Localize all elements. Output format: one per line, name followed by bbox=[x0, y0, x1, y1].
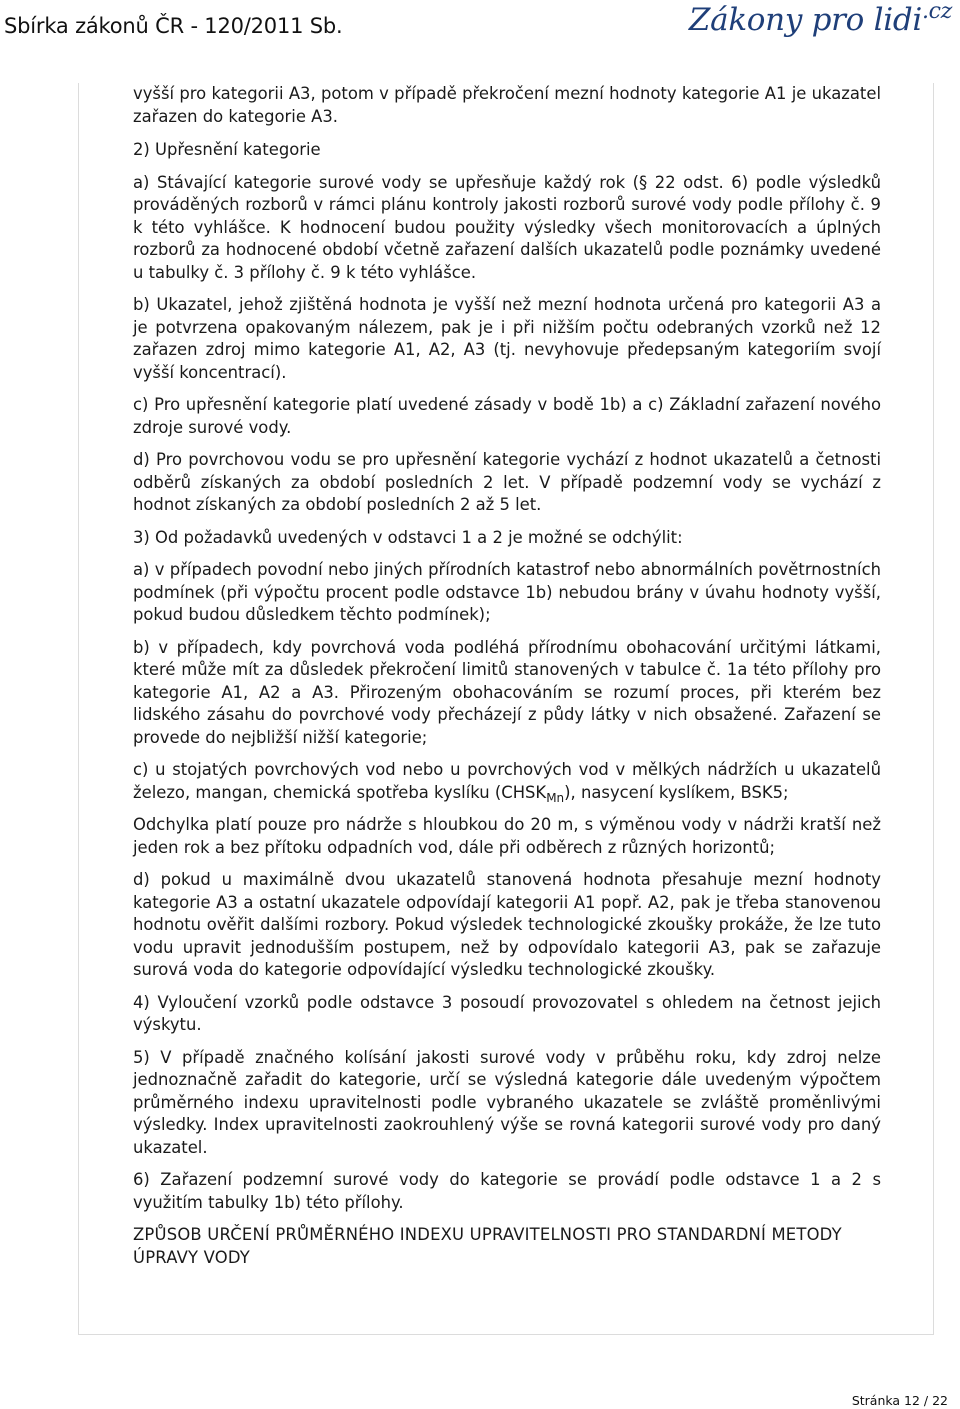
paragraph-3c bbox=[133, 759, 881, 804]
paragraph-3a: a) v případech povodní nebo jiných přírodních katastrof nebo abnormálních povětrnostních podmínek (při výpočtu procent podle odstavce 1b) nebudou brány v úvahu hodnoty vyšší, pokud budou důsledkem těchto podmínek); bbox=[133, 560, 881, 624]
site-logo-text: Zákony pro lidi bbox=[688, 2, 922, 38]
document-title: Sbírka zákonů ČR - 120/2011 Sb. bbox=[4, 14, 343, 38]
paragraph-5: 5) V případě značného kolísání jakosti surové vody v průběhu roku, kdy zdroj nelze jednoznačně zařadit do kategorie, určí se výsledná kategorie dále uvedeným výpočtem průměrného indexu upravitelnosti podle vybraného ukazatele se zvláště proměnlivými výsledky. Index upravitelnosti zaokrouhlený výše se rovná kategorii surové vody pro daný ukazatel. bbox=[133, 1047, 881, 1157]
paragraph-6: 6) Zařazení podzemní surové vody do kategorie se provádí podle odstavce 1 a 2 s využitím tabulky 1b) této přílohy. bbox=[133, 1170, 881, 1212]
paragraph-3b: b) v případech, kdy povrchová voda podléhá přírodnímu obohacování určitými látkami, které může mít za důsledek překročení limitů stanovených v tabulce č. 1a této přílohy pro kategorie A1, A2 a A3. Přirozeným obohacováním se rozumí proces, při kterém bez lidského zásahu do povrchové vody přecházejí z půdy látky v nich obsažené. Zařazení se provede do nejbližší nižší kategorie; bbox=[133, 637, 881, 747]
section-heading-2: 2) Upřesnění kategorie bbox=[133, 140, 321, 159]
section-heading-index: ZPŮSOB URČENÍ PRŮMĚRNÉHO INDEXU UPRAVITELNOSTI PRO STANDARDNÍ METODY ÚPRAVY VODY bbox=[133, 1225, 842, 1267]
paragraph-2a: a) Stávající kategorie surové vody se upřesňuje každý rok (§ 22 odst. 6) podle výsledků prováděných rozborů v rámci plánu kontroly jakosti rozborů surové vody podle přílohy č. 9 k této vyhlášce. K hodnocení budou použity výsledky všech monitorovacích a úplných rozborů za hodnocené období včetně zařazení dalších ukazatelů podle poznámky uvedené u tabulky č. 3 přílohy č. 9 k této vyhlášce. bbox=[133, 172, 881, 282]
document-content-frame bbox=[78, 83, 934, 1335]
site-logo[interactable] bbox=[689, 2, 952, 38]
page-number: Stránka 12 / 22 bbox=[851, 1393, 948, 1408]
paragraph-2c: c) Pro upřesnění kategorie platí uvedené zásady v bodě 1b) a c) Základní zařazení nového zdroje surové vody. bbox=[133, 395, 881, 437]
paragraph-2d: d) Pro povrchovou vodu se pro upřesnění kategorie vychází z hodnot ukazatelů a četnosti odběrů získaných za období posledních 2 let. V případě podzemní vody se vychází z hodnot získaných za období posledních 2 až 5 let. bbox=[133, 450, 881, 514]
site-logo-suffix: .cz bbox=[921, 0, 952, 24]
paragraph-odchylka: Odchylka platí pouze pro nádrže s hloubkou do 20 m, s výměnou vody v nádrži kratší než jeden rok a bez přítoku odpadních vod, dále při odběrech z různých horizontů; bbox=[133, 815, 881, 857]
document-body bbox=[133, 83, 881, 1279]
paragraph-2b: b) Ukazatel, jehož zjištěná hodnota je vyšší než mezní hodnota určená pro kategorii A3 a je potvrzena opakovaným nálezem, pak je i při nižším počtu odebraných vzorků než 12 zařazen zdroj mimo kategorie A1, A2, A3 (tj. nevyhovuje předepsaným kategoriím svojí vyšší koncentrací). bbox=[133, 295, 881, 382]
section-heading-3: 3) Od požadavků uvedených v odstavci 1 a 2 je možné se odchýlit: bbox=[133, 527, 683, 547]
paragraph-3c-text: c) u stojatých povrchových vod nebo u povrchových vod v mělkých nádržích u ukazatelů železo, mangan, chemická spotřeba kyslíku (CHSK bbox=[133, 760, 881, 802]
subscript-mn: Mn bbox=[546, 790, 565, 805]
paragraph-3d: d) pokud u maximálně dvou ukazatelů stanovená hodnota přesahuje mezní hodnoty kategorie A3 a ostatní ukazatele odpovídají kategorii A1 popř. A2, pak je třeba stanovenou hodnotu ověřit dalšími rozbory. Pokud výsledek technologické zkoušky prokáže, že lze tuto vodu upravit jednodušším postupem, než by odpovídalo kategorii A3, pak se zařazuje surová voda do kategorie odpovídající výsledku technologické zkoušky. bbox=[133, 870, 881, 979]
paragraph-3c-text-end: ), nasycení kyslíkem, BSK5; bbox=[564, 782, 789, 802]
paragraph-4: 4) Vyloučení vzorků podle odstavce 3 posoudí provozovatel s ohledem na četnost jejich výskytu. bbox=[133, 992, 881, 1034]
paragraph-continuation: vyšší pro kategorii A3, potom v případě překročení mezní hodnoty kategorie A1 je ukazatel zařazen do kategorie A3. bbox=[133, 84, 881, 126]
